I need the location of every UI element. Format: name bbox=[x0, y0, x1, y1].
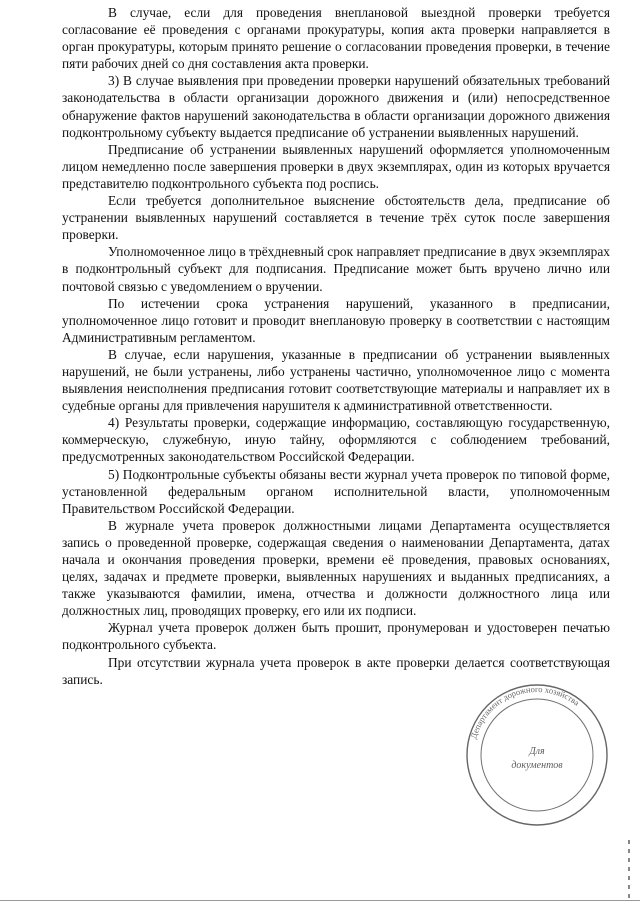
paragraph: По истечении срока устранения нарушений, указанного в предписании, уполномоченное лицо готовит и проводит внеплановую проверку в соответствии с настоящим Административным регламентом. bbox=[62, 295, 610, 345]
paragraph: Если требуется дополнительное выяснение обстоятельств дела, предписание об устранении выявленных нарушений составляется в течение трёх суток после завершения проверки. bbox=[62, 193, 610, 243]
paragraph: В журнале учета проверок должностными лицами Департамента осуществляется запись о проведенной проверке, содержащая сведения о наименовании Департамента, датах начала и окончания проведения проверки, времени её проведения, правовых основаниях, целях, задачах и предмете проверки, выявленных нарушениях и выданных предписаниях, а также указываются фамилии, имена, отчества и должности должностного лица или должностных лиц, проводящих проверку, его или их подписи. bbox=[62, 517, 610, 619]
page-bottom-edge bbox=[0, 900, 640, 901]
paragraph: 3) В случае выявления при проведении проверки нарушений обязательных требований законодательства в области организации дорожного движения и (или) непосредственное обнаружение фактов нарушений законодательства в области организации дорожного движения подконтрольному субъекту выдается предписание об устранении выявленных нарушений. bbox=[62, 73, 610, 140]
paragraph: В случае, если для проведения внеплановой выездной проверки требуется согласование её проведения с органами прокуратуры, копия акта проверки направляется в орган прокуратуры, которым принято решение о согласовании проведения проверки, в течение пяти рабочих дней со дня составления акта проверки. bbox=[62, 5, 610, 72]
svg-text:Департамент дорожного хозяйств bbox=[468, 684, 581, 740]
scan-edge-mark bbox=[628, 840, 630, 900]
stamp-ring-text: Департамент дорожного хозяйства bbox=[468, 683, 582, 740]
paragraph: Уполномоченное лицо в трёхдневный срок направляет предписание в двух экземплярах в подконтрольный субъект для подписания. Предписание может быть вручено лично или почтовой связью с уведомлением о вручении. bbox=[62, 244, 610, 294]
document-page bbox=[62, 0, 610, 688]
paragraph: Журнал учета проверок должен быть прошит, пронумерован и удостоверен печатью подконтрольного субъекта. bbox=[62, 620, 610, 653]
stamp-center-text: Для bbox=[529, 746, 545, 757]
stamp-center-text: документов bbox=[511, 760, 563, 771]
paragraph: В случае, если нарушения, указанные в предписании об устранении выявленных нарушений, не были устранены, либо устранены частично, уполномоченное лицо с момента выявления неисполнения предписания готовит соответствующие материалы и направляет их в судебные органы для привлечения нарушителя к административной ответственности. bbox=[62, 346, 610, 414]
paragraph: 5) Подконтрольные субъекты обязаны вести журнал учета проверок по типовой форме, установленной федеральным органом исполнительной власти, уполномоченным Правительством Российской Федерации. bbox=[62, 466, 610, 516]
official-stamp bbox=[462, 680, 612, 830]
paragraph: При отсутствии журнала учета проверок в акте проверки делается соответствующая запись. bbox=[62, 654, 610, 687]
paragraph: Предписание об устранении выявленных нарушений оформляется уполномоченным лицом немедленно после завершения проверки в двух экземплярах, один из которых вручается представителю подконтрольного субъекта под роспись. bbox=[62, 141, 610, 191]
paragraph: 4) Результаты проверки, содержащие информацию, составляющую государственную, коммерческую, служебную, иную тайну, оформляются с соблюдением требований, предусмотренных законодательством Российской Федерации. bbox=[62, 415, 610, 465]
